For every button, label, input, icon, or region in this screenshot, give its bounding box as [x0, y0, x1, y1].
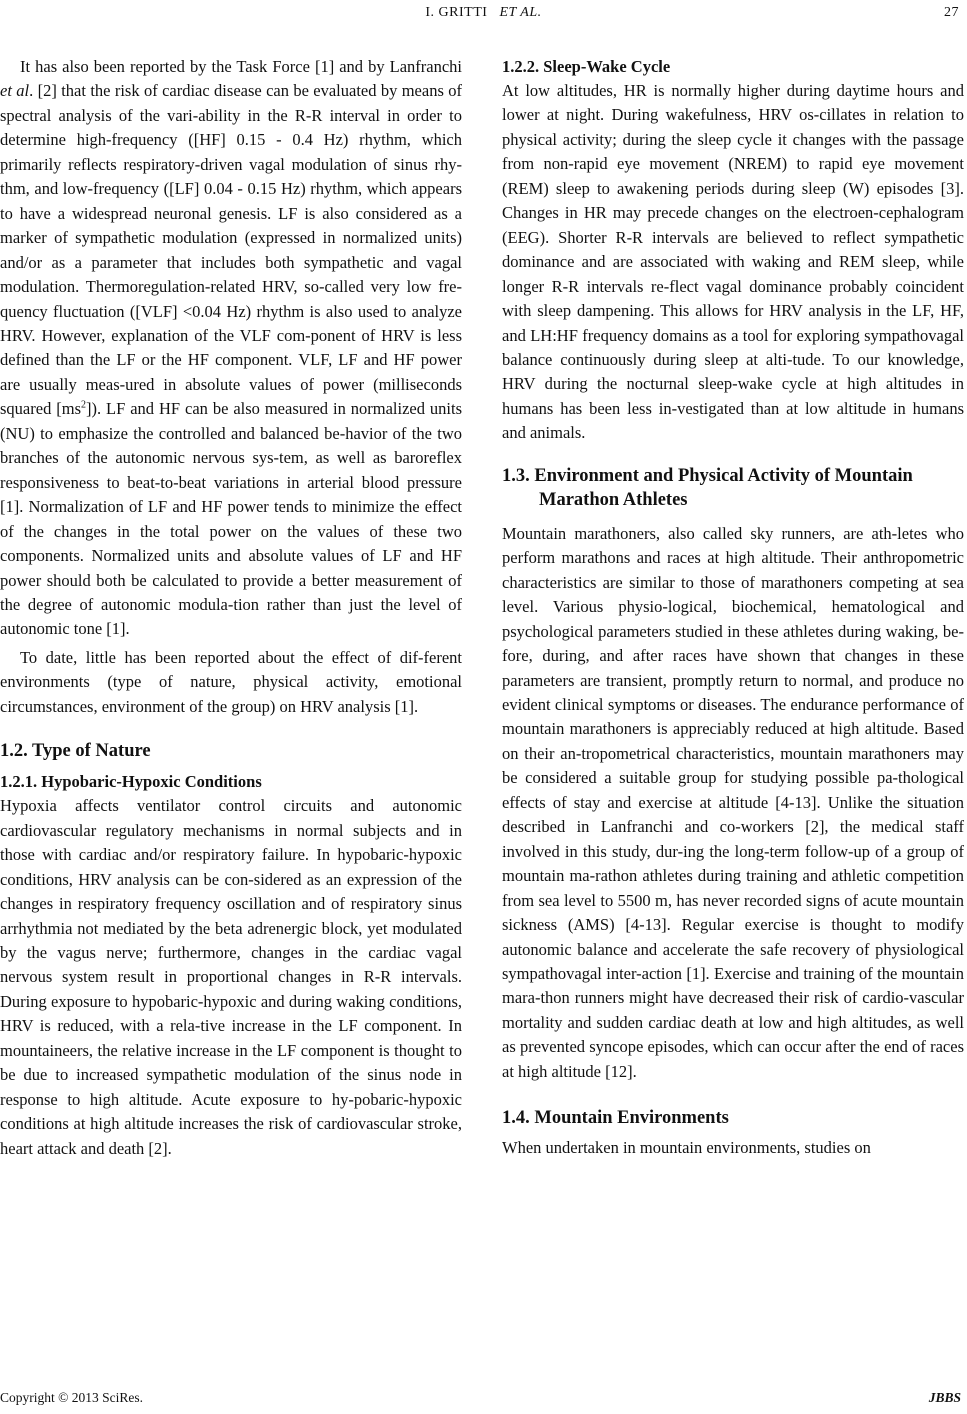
heading-mountain-environments: 1.4. Mountain Environments [502, 1108, 729, 1129]
left-column [0, 55, 462, 1161]
para1-text-a: It has also been reported by the Task Force [1] and by Lanfranchi [20, 57, 462, 76]
running-head-authors [0, 5, 967, 21]
authors-prefix: I. GRITTI [425, 5, 488, 20]
journal-abbrev: JBBS [928, 1390, 961, 1405]
paragraph-mountain-marathoners: Mountain marathoners, also called sky runners, are ath-letes who perform marathons and races at high altitude. Their anthropometric characteristics are similar to those of marathoners competing at sea level. Various physio-logical, biochemical, hematological and psychological parameters studied in these athletes during waking, be-fore, during, and after races have shown that changes in these parameters are transient, promptly return to normal, and produce no evident clinical symptoms or diseases. The endurance performance of mountain marathoners is appreciably reduced at high altitude. Based on their an-tropometrical characteristics, mountain marathoners may be considered a suitable group for studying possible pa-thological effects of stay and exercise at altitude [4-13]. Unlike the situation described in Lanfranchi and co-workers [2], the medical staff involved in this study, dur-ing the long-term follow-up of a group of mountain ma-rathon athletes during training and athletic competition from sea level to 5500 m, has never recorded signs of acute mountain sickness (AMS) [4-13]. Regular exercise is thought to modify autonomic balance and accelerate the safe recovery of physiological sympathovagal inter-action [1]. Exercise and training of the mountain mara-thon runners might have decreased their risk of cardio-vascular mortality and sudden cardiac death at low and high altitudes, as well as prevented syncope episodes, which can occur after the end of races at high altitude [12]. [502, 523, 964, 1081]
page-number: 27 [944, 5, 959, 20]
paragraph-hrv-spectral [0, 55, 462, 642]
authors-etal: ET AL. [499, 5, 542, 20]
para1-text-c: ]). LF and HF can be also measured in normalized units (NU) to emphasize the controlled and balanced be-havior of the two branches of the autonomic nervous sys-tem, as well as baroreflex responsiveness to beat-to-beat variations in arterial blood pressure [1]. Normalization of LF and HF power tends to minimize the effect of the changes in the total power on the values of these two components. Normalized units and absolute values of LF and HF power should both be calculated to provide a better measurement of the degree of autonomic modula-tion rather than just the level of autonomic tone [1]. [0, 399, 462, 639]
paragraph-environments: To date, little has been reported about the effect of dif-ferent environments (type of nature, physical activity, emotional circumstances, environment of the group) on HRV analysis [1]. [0, 647, 462, 716]
copyright-notice: Copyright © 2013 SciRes. [0, 1390, 144, 1405]
heading-type-of-nature: 1.2. Type of Nature [0, 741, 151, 762]
right-column [502, 55, 964, 1161]
para1-etal: et al [0, 81, 30, 101]
paragraph-hypoxia: Hypoxia affects ventilator control circuits and autonomic cardiovascular regulatory mechanisms in normal subjects and in those with cardiac and/or respiratory failure. In hypobaric-hypoxic conditions, HRV analysis can be con-sidered as an expression of the changes in respiratory frequency oscillation and of respiratory sinus arrhythmia not mediated by the beta adrenergic block, yet modulated by the vagus nerve; furthermore, changes in the cardiac vagal nervous system result in proportional changes in R-R intervals. During exposure to hypobaric-hypoxic and during waking conditions, HRV is reduced, with a rela-tive increase in the LF component. In mountaineers, the relative increase in the LF component is thought to be due to increased sympathetic modulation of the sinus node in response to high altitude. Acute exposure to hy-pobaric-hypoxic conditions at high altitude increases the risk of cardiovascular stroke, heart attack and death [2]. [0, 796, 462, 1158]
heading-sleep-wake-cycle: 1.2.2. Sleep-Wake Cycle [502, 57, 671, 76]
paragraph-mountain-environments: When undertaken in mountain environments, studies on [502, 1138, 871, 1158]
heading-hypobaric-hypoxic: 1.2.1. Hypobaric-Hypoxic Conditions [0, 772, 262, 792]
para1-superscript: 2 [81, 399, 86, 411]
para1-text-b: . [2] that the risk of cardiac disease can be evaluated by means of spectral analysis of the vari-ability in the R-R interval in order to determine high-frequency ([HF] 0.15 - 0.4 Hz) rhythm, which primarily reflects respiratory-driven vagal modulation of sinus rhy-thm, and low-frequency ([LF] 0.04 - 0.15 Hz) rhythm, which appears to have a widespread neuronal genesis. LF is also considered as a marker of sympathetic modulation (expressed in normalized units) and/or as a parameter that includes both sympathetic and vagal modulation. Thermoregulation-related HRV, so-called very low fre-quency fluctuation ([VLF] <0.04 Hz) rhythm is also used to analyze HRV. However, explanation of the VLF com-ponent of HRV is less defined than the LF or the HF component. VLF, LF and HF power are usually meas-ured in absolute values of power (milliseconds squared [ms [0, 81, 462, 419]
page-footer [0, 1390, 967, 1410]
paragraph-sleep-wake: At low altitudes, HR is normally higher during daytime hours and lower at night. During wakefulness, HRV os-cillates in relation to physical activity; during the sleep cycle it changes with the passage from non-rapid eye movement (NREM) to rapid eye movement (REM) sleep to awakening periods during sleep (W) episodes [3]. Changes in HR may precede changes on the electroen-cephalogram (EEG). Shorter R-R intervals are believed to reflect sympathetic dominance and are associated with waking and REM sleep, while longer R-R intervals re-flect vagal dominance probably coincident with sleep dampening. This allows for HRV analysis in the LF, HF, and LH:HF frequency domains as a tool for exploring sympathovagal balance continuously during sleep at alti-tude. To our knowledge, HRV during the nocturnal sleep-wake cycle at high altitudes in humans has been less in-vestigated than at low altitude in humans and animals. [502, 81, 964, 443]
running-head [0, 3, 967, 25]
heading-environment-athletes: 1.3. Environment and Physical Activity of Mountain Marathon Athletes [502, 465, 913, 510]
